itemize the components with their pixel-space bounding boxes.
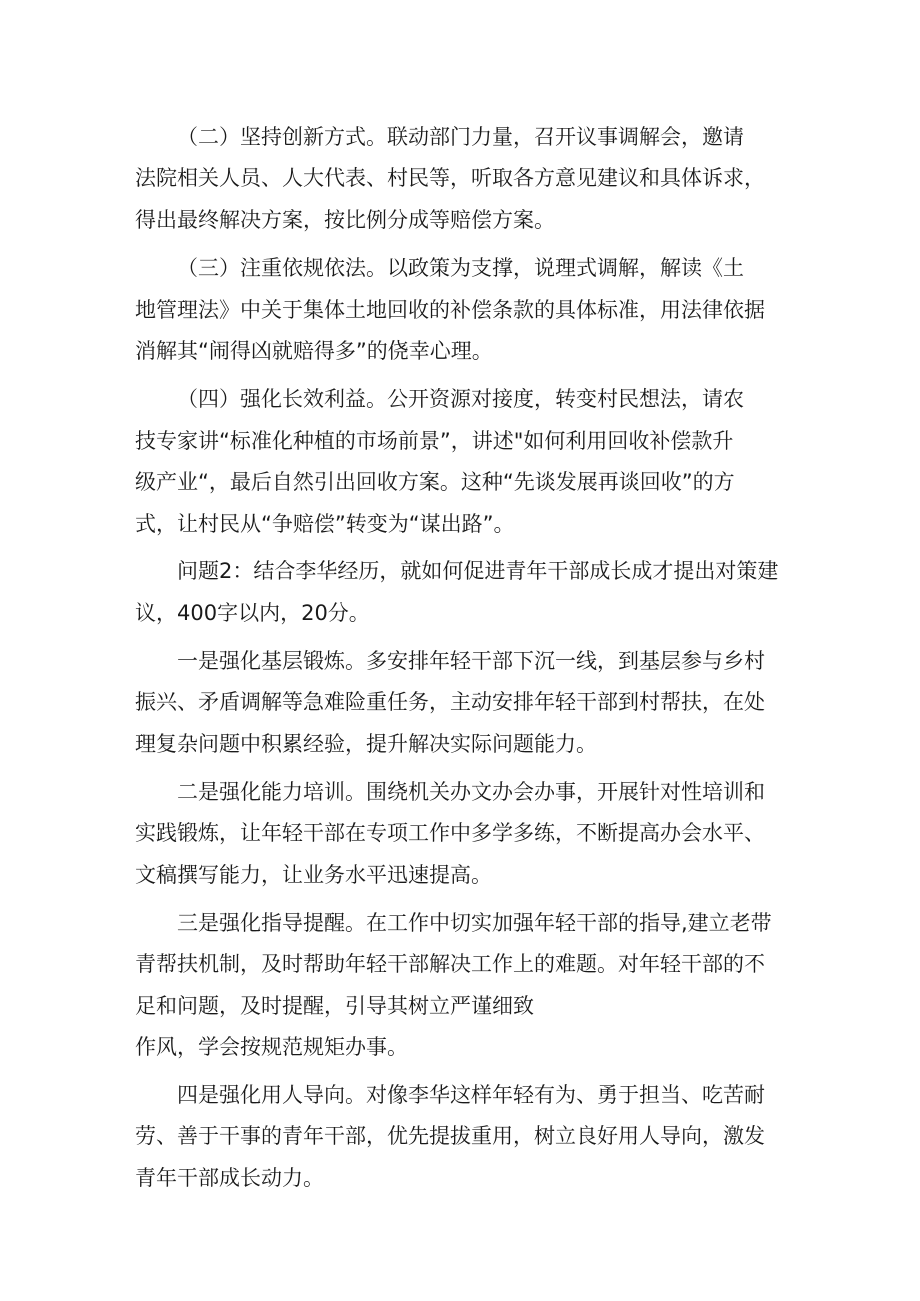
text-line: 实践锻炼，让年轻干部在专项工作中多学多练，不断提高办会水平、 [135,821,765,845]
text-line: 技专家讲“标准化种植的市场前景”，讲述"如何利用回收补偿款升 [135,429,734,453]
text-line: 二是强化能力培训。围绕机关办文办会办事，开展针对性培训和 [177,780,765,804]
text-line: 议，400字以内，20分。 [135,601,370,625]
text-line: 地管理法》中关于集体土地回收的补偿条款的具体标准，用法律依据 [135,298,765,322]
text-line: （四）强化长效利益。公开资源对接度，转变村民想法，请农 [177,387,744,411]
text-line: 法院相关人员、人大代表、村民等，听取各方意见建议和具体诉求， [135,166,765,190]
text-line: 青帮扶机制，及时帮助年轻干部解决工作上的难题。对年轻干部的不 [135,952,765,976]
text-line: 四是强化用人导向。对像李华这样年轻有为、勇于担当、吃苦耐 [177,1083,765,1107]
text-line: 青年干部成长动力。 [135,1166,324,1190]
text-line: 文稿撰写能力，让业务水平迅速提高。 [135,863,492,887]
text-line: 式，让村民从“争赔偿”转变为“谋出路”。 [135,512,515,536]
text-line: 问题2：结合李华经历，就如何促进青年干部成长成才提出对策建 [177,559,779,583]
text-line: （三）注重依规依法。以政策为支撑，说理式调解，解读《土 [177,256,744,280]
text-line: 劳、善于干事的青年干部，优先提拔重用，树立良好用人导向，激发 [135,1124,765,1148]
text-line: 作风，学会按规范规矩办事。 [135,1035,408,1059]
text-line: 三是强化指导提醒。在工作中切实加强年轻干部的指导,建立老带 [177,911,772,935]
text-line: （二）坚持创新方式。联动部门力量，召开议事调解会，邀请 [177,125,744,149]
text-line: 一是强化基层锻炼。多安排年轻干部下沉一线，到基层参与乡村 [177,649,765,673]
text-line: 理复杂问题中积累经验，提升解决实际问题能力。 [135,732,597,756]
text-line: 得出最终解决方案，按比例分成等赔偿方案。 [135,208,555,232]
text-line: 级产业“，最后自然引出回收方案。这种“先谈发展再谈回收”的方 [135,470,735,494]
text-line: 振兴、矛盾调解等急难险重任务，主动安排年轻干部到村帮扶，在处 [135,690,765,714]
text-line: 消解其“闹得凶就赔得多”的侥幸心理。 [135,339,493,363]
text-line: 足和问题，及时提醒，引导其树立严谨细致 [135,994,534,1018]
